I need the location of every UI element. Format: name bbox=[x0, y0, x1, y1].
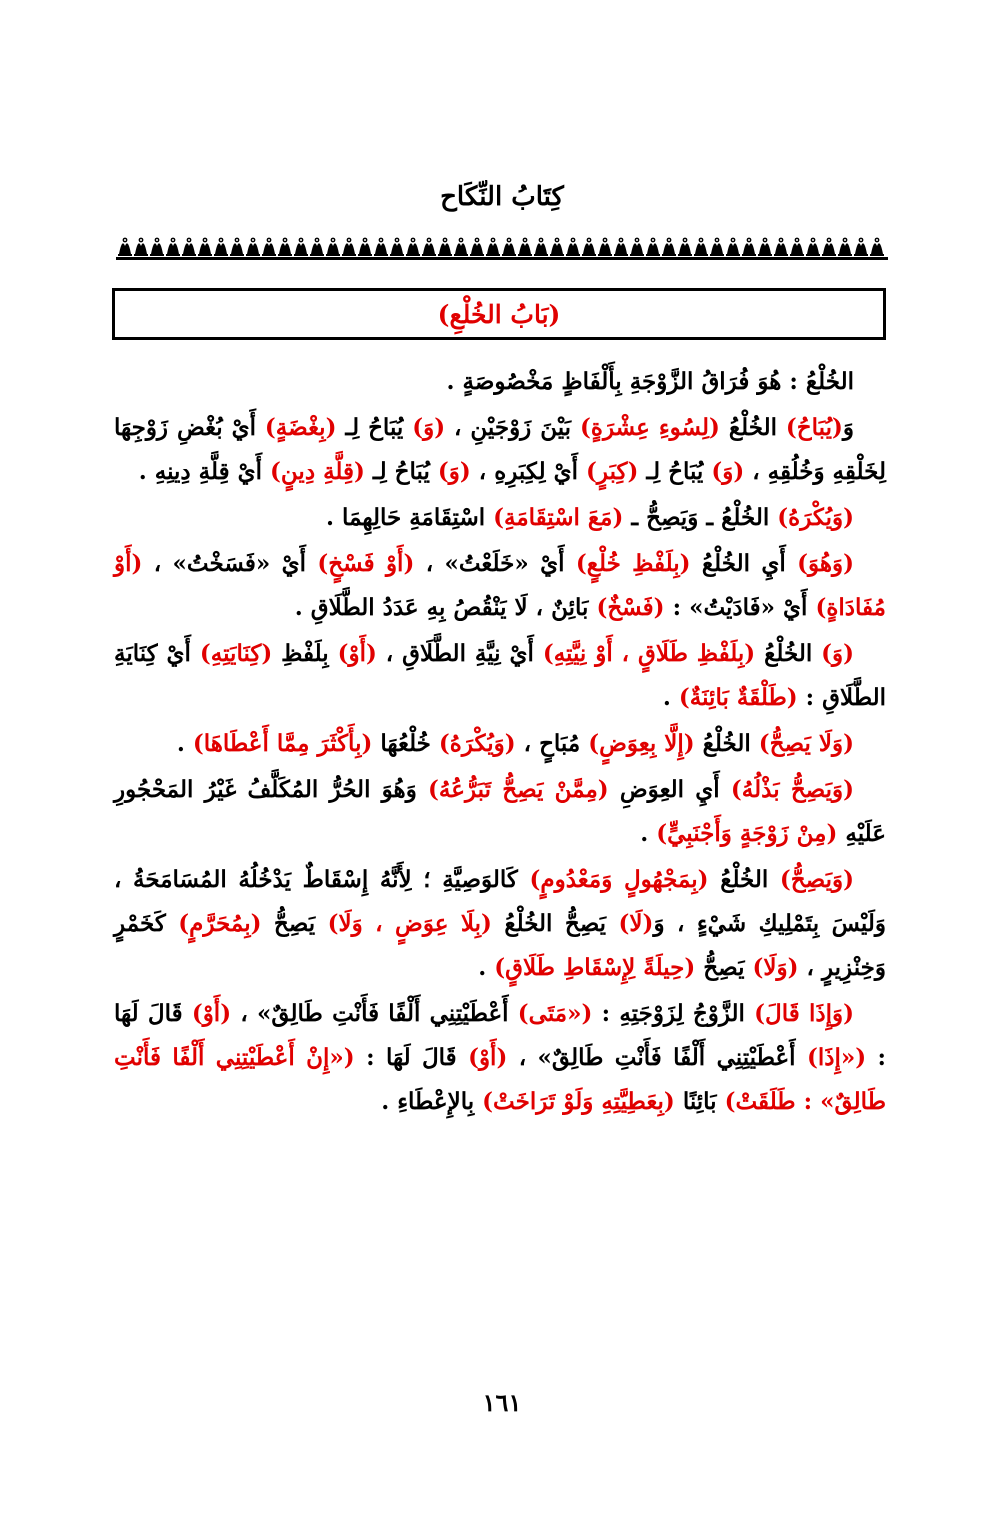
matn-segment: (إِلَّا بِعِوَضٍ) bbox=[588, 730, 695, 757]
sharh-segment: يُبَاحُ لِـ bbox=[638, 458, 712, 485]
sharh-segment: أَيِ الخُلْعُ bbox=[690, 550, 798, 577]
matn-segment: (وَ) bbox=[821, 640, 855, 667]
text-paragraph bbox=[114, 406, 886, 494]
running-title: كِتَابُ النِّكَاح bbox=[440, 182, 564, 212]
matn-segment: (يُبَاحُ) bbox=[785, 414, 843, 441]
matn-segment: (بِمَجْهُولٍ وَمَعْدُومٍ) bbox=[529, 866, 709, 893]
matn-segment: (وَهُوَ) bbox=[797, 550, 855, 577]
matn-segment: (وَيُكْرَهُ) bbox=[438, 730, 516, 757]
page-number: ١٦١ bbox=[482, 1388, 522, 1417]
matn-segment: (طَلْقَةٌ بَائِنَةٌ) bbox=[678, 684, 798, 711]
text-paragraph bbox=[114, 858, 886, 990]
matn-segment: (حِيلَةً لِإِسْقَاطِ طَلَاقٍ) bbox=[494, 954, 696, 981]
sharh-segment: الخُلْعُ bbox=[719, 414, 786, 441]
sharh-segment: . bbox=[478, 954, 495, 981]
sharh-segment: مُبَاحٍ ، bbox=[515, 730, 589, 757]
sharh-segment: بِالإِعْطَاءِ . bbox=[381, 1088, 483, 1115]
sharh-segment: . bbox=[176, 730, 193, 757]
sharh-segment: الزَّوْجُ لِزَوْجَتِهِ : bbox=[592, 1000, 755, 1027]
matn-segment: (بِلَفْظِ خُلْعٍ) bbox=[575, 550, 691, 577]
matn-segment: (وَيُكْرَهُ) bbox=[777, 504, 854, 531]
text-paragraph bbox=[114, 542, 886, 630]
sharh-segment: أَيْ نِيَّةِ الطَّلَاقِ ، bbox=[376, 640, 543, 667]
matn-segment: (كِبَرٍ) bbox=[586, 458, 639, 485]
sharh-segment: بِلَفْظِ bbox=[272, 640, 338, 667]
text-paragraph bbox=[114, 496, 886, 540]
sharh-segment: بَيْنَ زَوْجَيْنِ ، bbox=[445, 414, 581, 441]
text-paragraph bbox=[114, 768, 886, 856]
sharh-segment: أَيِ العِوَضِ bbox=[608, 776, 731, 803]
matn-segment: (مَعَ اسْتِقَامَةِ) bbox=[493, 504, 624, 531]
matn-segment: (بِلَفْظِ طَلَاقٍ ، أَوْ نِيَّتِهِ) bbox=[542, 640, 756, 667]
sharh-segment: الخُلْعُ bbox=[708, 866, 780, 893]
decorative-border-ornament bbox=[116, 232, 888, 262]
sharh-segment: أَيْ «خَلَعْتُ» ، bbox=[414, 550, 576, 577]
text-paragraph bbox=[114, 632, 886, 720]
sharh-segment: الخُلْعُ ـ وَيَصِحُّ ـ bbox=[623, 504, 778, 531]
matn-segment: («إِذَا) bbox=[806, 1044, 867, 1071]
sharh-segment: كَالوَصِيَّةِ ؛ لِأَنَّهُ إِسْقَاطٌ يَدْخُلُهُ المُسَامَحَةُ ، وَلَيْسَ بِتَمْلِيكِ شَيْءٍ ، وَ bbox=[114, 866, 886, 937]
sharh-segment: أَيْ «فَادَيْتُ» : bbox=[664, 594, 816, 621]
sharh-segment: الخُلْعُ bbox=[755, 640, 822, 667]
matn-segment: (وَإِذَا قَالَ) bbox=[754, 1000, 854, 1027]
sharh-segment: أَيْ «فَسَخْتُ» ، bbox=[142, 550, 318, 577]
sharh-segment: أَعْطَيْتِنِي أَلْفًا فَأَنْتِ طَالِقٌ» ، bbox=[231, 1000, 518, 1027]
sharh-segment: وَهُوَ الحُرُّ المُكَلَّفُ غَيْرُ المَحْجُورِ عَلَيْهِ bbox=[114, 776, 886, 847]
matn-segment: (مِنْ زَوْجَةٍ وَأَجْنَبِيٍّ) bbox=[656, 820, 838, 847]
sharh-segment: يَصِحُّ الخُلْعُ bbox=[491, 910, 619, 937]
matn-segment: (بِلَا عِوَضٍ ، وَلَا) bbox=[327, 910, 492, 937]
matn-segment: (لِسُوءِ عِشْرَةٍ) bbox=[580, 414, 720, 441]
matn-segment: (أَوْ) bbox=[468, 1044, 508, 1071]
text-paragraph bbox=[114, 992, 886, 1124]
matn-segment: (وَ) bbox=[711, 458, 745, 485]
sharh-segment: يَصِحُّ bbox=[695, 954, 753, 981]
sharh-segment: خُلْعُهَا bbox=[372, 730, 439, 757]
sharh-segment: قَالَ لَهَا : bbox=[114, 1000, 886, 1071]
matn-segment: (لَا) bbox=[618, 910, 654, 937]
matn-segment: (قِلَّةِ دِينٍ) bbox=[270, 458, 365, 485]
matn-segment: (وَيَصِحُّ) bbox=[779, 866, 854, 893]
sharh-segment: أَعْطَيْتِنِي أَلْفًا فَأَنْتِ طَالِقٌ» ، bbox=[507, 1044, 807, 1071]
sharh-segment: بَائِنٌ ، لَا يَنْقُصُ بِهِ عَدَدُ الطَّلَاقِ . bbox=[294, 594, 597, 621]
matn-segment: (مِمَّنْ يَصِحُّ تَبَرُّعُهُ) bbox=[428, 776, 609, 803]
sharh-segment: اسْتِقَامَةِ حَالِهِمَا . bbox=[326, 504, 494, 531]
main-text bbox=[114, 360, 886, 1126]
matn-segment: (وَيَصِحُّ بَذْلُهُ) bbox=[730, 776, 855, 803]
sharh-segment: الخُلْعُ : هُوَ فُرَاقُ الزَّوْجَةِ بِأَلْفَاظٍ مَخْصُوصَةٍ . bbox=[446, 368, 854, 395]
matn-segment: («إِنْ أَعْطَيْتِنِي أَلْفًا فَأَنْتِ طَالِقٌ» : طَلَقَتْ) bbox=[114, 1044, 886, 1115]
matn-segment: (أَوْ) bbox=[191, 1000, 232, 1027]
sharh-segment: كَخَمْرٍ وَخِنْزِيرٍ ، bbox=[114, 910, 886, 981]
matn-segment: (وَ) bbox=[437, 458, 471, 485]
sharh-segment: يَصِحُّ bbox=[261, 910, 328, 937]
matn-segment: (فَسْخٌ) bbox=[596, 594, 665, 621]
text-paragraph bbox=[114, 722, 886, 766]
matn-segment: (بِمُحَرَّمٍ) bbox=[178, 910, 262, 937]
sharh-segment: أَيْ كِنَايَةِ الطَّلَاقِ : bbox=[114, 640, 886, 711]
matn-segment: (بِعَطِيَّتِهِ وَلَوْ تَرَاخَتْ) bbox=[482, 1088, 675, 1115]
sharh-segment: يُبَاحُ لِـ bbox=[336, 414, 413, 441]
sharh-segment: أَيْ بُغْضِ زَوْجِهَا لِخَلْقِهِ وَخُلُقِهِ ، bbox=[114, 414, 886, 485]
matn-segment: (وَلَا يَصِحُّ) bbox=[758, 730, 854, 757]
sharh-segment: أَيْ لِكِبَرِهِ ، bbox=[470, 458, 586, 485]
matn-segment: (بِغْضَةٍ) bbox=[264, 414, 337, 441]
matn-segment: («مَتَى) bbox=[517, 1000, 593, 1027]
matn-segment: (بِأَكْثَرَ مِمَّا أَعْطَاهَا) bbox=[192, 730, 373, 757]
matn-segment: (أَوْ مُفَادَاةٍ) bbox=[114, 550, 886, 621]
matn-segment: (أَوْ فَسْخٍ) bbox=[317, 550, 415, 577]
matn-segment: (كِنَايَتِهِ) bbox=[199, 640, 273, 667]
sharh-segment: وَ bbox=[842, 414, 854, 441]
text-paragraph bbox=[114, 360, 886, 404]
matn-segment: (أَوْ) bbox=[337, 640, 377, 667]
matn-segment: (وَلَا) bbox=[752, 954, 799, 981]
chapter-title: (بَابُ الخُلْعِ) bbox=[437, 299, 561, 329]
chapter-title-box bbox=[112, 288, 886, 340]
sharh-segment: يُبَاحُ لِـ bbox=[364, 458, 438, 485]
sharh-segment: قَالَ لَهَا : bbox=[354, 1044, 469, 1071]
sharh-segment: . bbox=[640, 820, 657, 847]
sharh-segment: . bbox=[662, 684, 679, 711]
sharh-segment: أَيْ قِلَّةِ دِينِهِ . bbox=[138, 458, 271, 485]
sharh-segment: الخُلْعُ bbox=[694, 730, 759, 757]
sharh-segment: بَائِنًا bbox=[674, 1088, 725, 1115]
matn-segment: (وَ) bbox=[412, 414, 446, 441]
